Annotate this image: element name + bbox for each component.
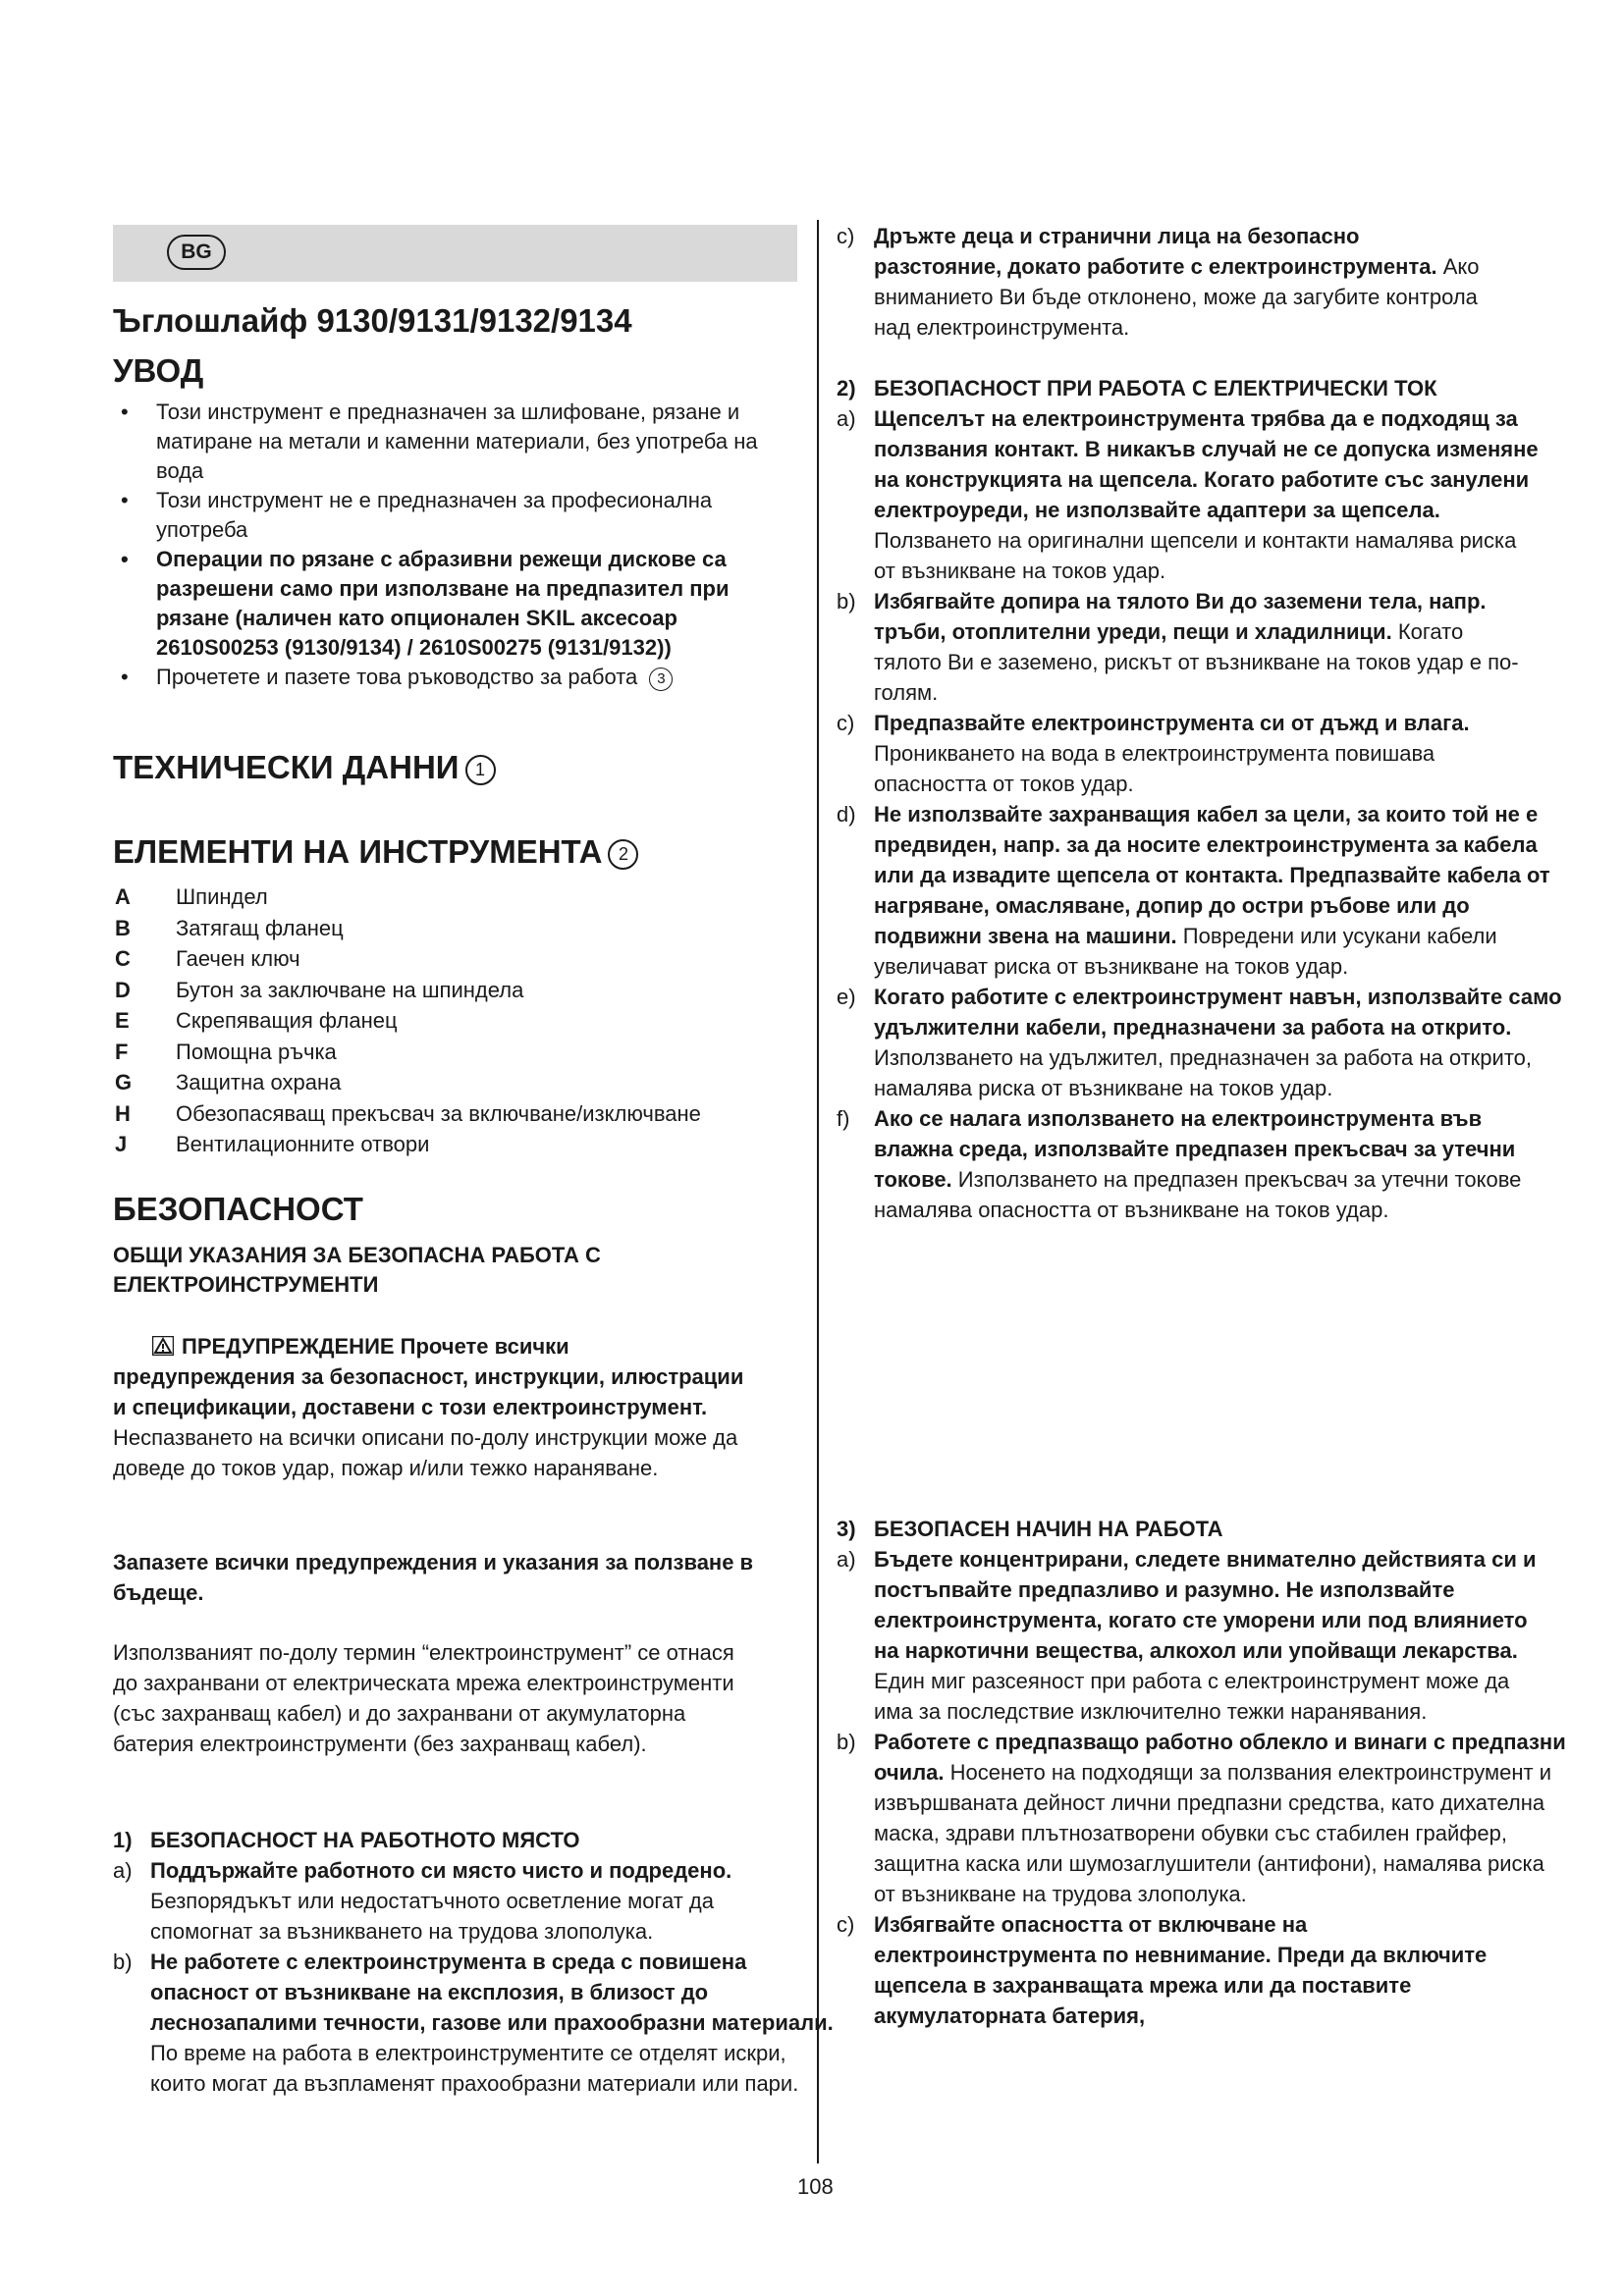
page-title: Ъглошлайф 9130/9131/9132/9134 [113,302,632,339]
elements-heading [113,830,800,874]
safety-item: b) Работете с предпазващо работно облекло и винаги с предпазни очила. Носенето на подходящи за ползвания електроинструмент и извършваната дейност лични предпазни средства, като дихателна маска, здрави плътнозатворени обувки със стабилен грайфер, защитна каска или шумозаглушители (антифони), намалява риска от възникване на трудова злополука. [837,1730,1566,1906]
section-2-heading: 2) БЕЗОПАСНОСТ ПРИ РАБОТА С ЕЛЕКТРИЧЕСКИ ТОК [837,376,1437,400]
element-item: G Защитна охрана [115,1070,342,1095]
warning-text: Неспазването на всички описани по-долу инструкции може да доведе до токов удар, пожар и/или тежко нараняване. [113,1425,738,1480]
figure-ref-2: 2 [608,839,638,870]
keep-note: Запазете всички предупреждения и указания за ползване в бъдеще. [113,1550,754,1605]
intro-bullet-read-manual [113,663,800,692]
language-bar [113,225,797,282]
warning-bold: ПРЕДУПРЕЖДЕНИЕ Прочете всички предупреждения за безопасност, инструкции, илюстрации и спецификации, доставени с този електроинструмент. [113,1334,744,1419]
element-item: B Затягащ фланец [115,915,344,940]
safety-item: f) Ако се налага използването на електроинструмента във влажна среда, използвайте предпазен прекъсвач за утечни токове. Използването на предпазен прекъсвач за утечни токове намалява опасността от възникване на токов удар. [837,1106,1522,1222]
section-3-heading: 3) БЕЗОПАСЕН НАЧИН НА РАБОТА [837,1517,1223,1541]
section-3 [837,1515,1566,2031]
safety-item: a) Бъдете концентрирани, следете внимателно действията си и постъпвайте предпазливо и разумно. Не използвайте електроинструмента, когато сте уморени или под влиянието на наркотични вещества, алкохол или упойващи лекарства. Един миг разсеяност при работа с електроинструмент може да има за последствие изключително тежки наранявания. [837,1547,1537,1724]
section-1 [113,1826,834,2099]
element-item: E Скрепяващия фланец [115,1008,398,1033]
element-item: F Помощна ръчка [115,1039,337,1064]
element-item: C Гаечен ключ [115,946,300,971]
term-note: Използваният по-долу термин “електроинструмент” се отнася до захранвани от електрическата мрежа електроинструменти (със захранващ кабел) и до захранвани от акумулаторна батерия електроинструменти (без захранващ кабел). [113,1640,734,1756]
section-1-heading: 1) БЕЗОПАСНОСТ НА РАБОТНОТО МЯСТО [113,1828,580,1852]
element-item: J Вентилационните отвори [115,1132,430,1156]
intro-bullet: • Този инструмент е предназначен за шлифоване, рязане и матиране на метали и каменни материали, без употреба на вода [113,398,800,486]
safety-item: a) Поддържайте работното си място чисто и подредено. Безпорядъкът или недостатъчното осветление могат да спомогнат за възникването на трудова злополука. [113,1858,732,1944]
safety-item: d) Не използвайте захранващия кабел за цели, за които той не е предвиден, напр. за да носите електроинструмента за кабела или да извадите щепсела от контакта. Предпазвайте кабела от нагряване, омасляване, допир до остри ръбове или до подвижни звена на машини. Повредени или усукани кабели увеличават риска от възникване на токов удар. [837,802,1550,979]
warning-triangle-icon [152,1336,174,1356]
figure-ref-1: 1 [465,755,496,785]
section-2 [837,374,1562,1225]
page-number: 108 [797,2174,834,2199]
section-1-continued [837,221,1540,343]
elements-title: ЕЛЕМЕНТИ НА ИНСТРУМЕНТА [113,833,603,870]
safety-item: a) Щепселът на електроинструмента трябва да е подходящ за ползвания контакт. В никакъв случай не се допуска изменяне на конструкцията на щепсела. Когато работите със занулени електроуреди, не използвайте адаптери за щепсела. Ползването на оригинални щепсели и контакти намалява риска от възникване на токов удар. [837,406,1539,583]
safety-item: c) Избягвайте опасността от включване на електроинструмента по невнимание. Преди да включите щепсела в захранващата мрежа или да поставите акумулаторната батерия, [837,1912,1488,2028]
intro-bullet: • Операции по рязане с абразивни режещи дискове са разрешени само при използване на предпазител при рязане (наличен като опционален SKIL аксесоар 2610S00253 (9130/9134) / 2610S00275 (9131/9132)) [113,545,800,663]
intro-list [113,398,800,692]
intro-bullet: • Този инструмент не е предназначен за професионална употреба [113,486,800,545]
safety-item: e) Когато работите с електроинструмент навън, използвайте само удължителни кабели, предназначени за работа на открито. Използването на удължител, предназначен за работа на открито, намалява риска от възникване на токов удар. [837,985,1562,1100]
general-safety-heading: ОБЩИ УКАЗАНИЯ ЗА БЕЗОПАСНА РАБОТА С ЕЛЕКТРОИНСТРУМЕНТИ [113,1243,601,1297]
warning-paragraph [113,1331,751,1483]
element-item: A Шпиндел [115,884,268,909]
safety-item: c) Дръжте деца и странични лица на безопасно разстояние, докато работите с електроинструмента. Ако вниманието Ви бъде отклонено, може да загубите контрола над електроинструмента. [837,224,1480,340]
figure-ref-3: 3 [649,667,673,691]
read-manual-text: Прочетете и пазете това ръководство за работа [156,665,638,689]
safety-item: b) Не работете с електроинструмента в среда с повишена опасност от възникване на експлозия, в близост до леснозапалими течности, газове или прахообразни материали. По време на работа в електроинструментите се отделят искри, които могат да възпламенят прахообразни материали или пари. [113,1949,834,2096]
intro-heading: УВОД [113,352,204,389]
column-divider [817,220,819,2163]
language-badge: BG [167,235,226,270]
safety-item: c) Предпазвайте електроинструмента си от дъжд и влага. Проникването на вода в електроинструмента повишава опасността от токов удар. [837,711,1470,796]
elements-list [113,881,800,1160]
element-item: H Обезопасяващ прекъсвач за включване/изключване [115,1100,701,1126]
tech-data-title: ТЕХНИЧЕСКИ ДАННИ [113,749,460,785]
safety-heading: БЕЗОПАСНОСТ [113,1191,363,1227]
element-item: D Бутон за заключване на шпиндела [115,977,524,1002]
tech-data-heading [113,746,800,789]
safety-item: b) Избягвайте допира на тялото Ви до заземени тела, напр. тръби, отоплителни уреди, пещи и хладилници. Когато тялото Ви е заземено, рискът от възникване на токов удар е по-голям. [837,589,1519,705]
